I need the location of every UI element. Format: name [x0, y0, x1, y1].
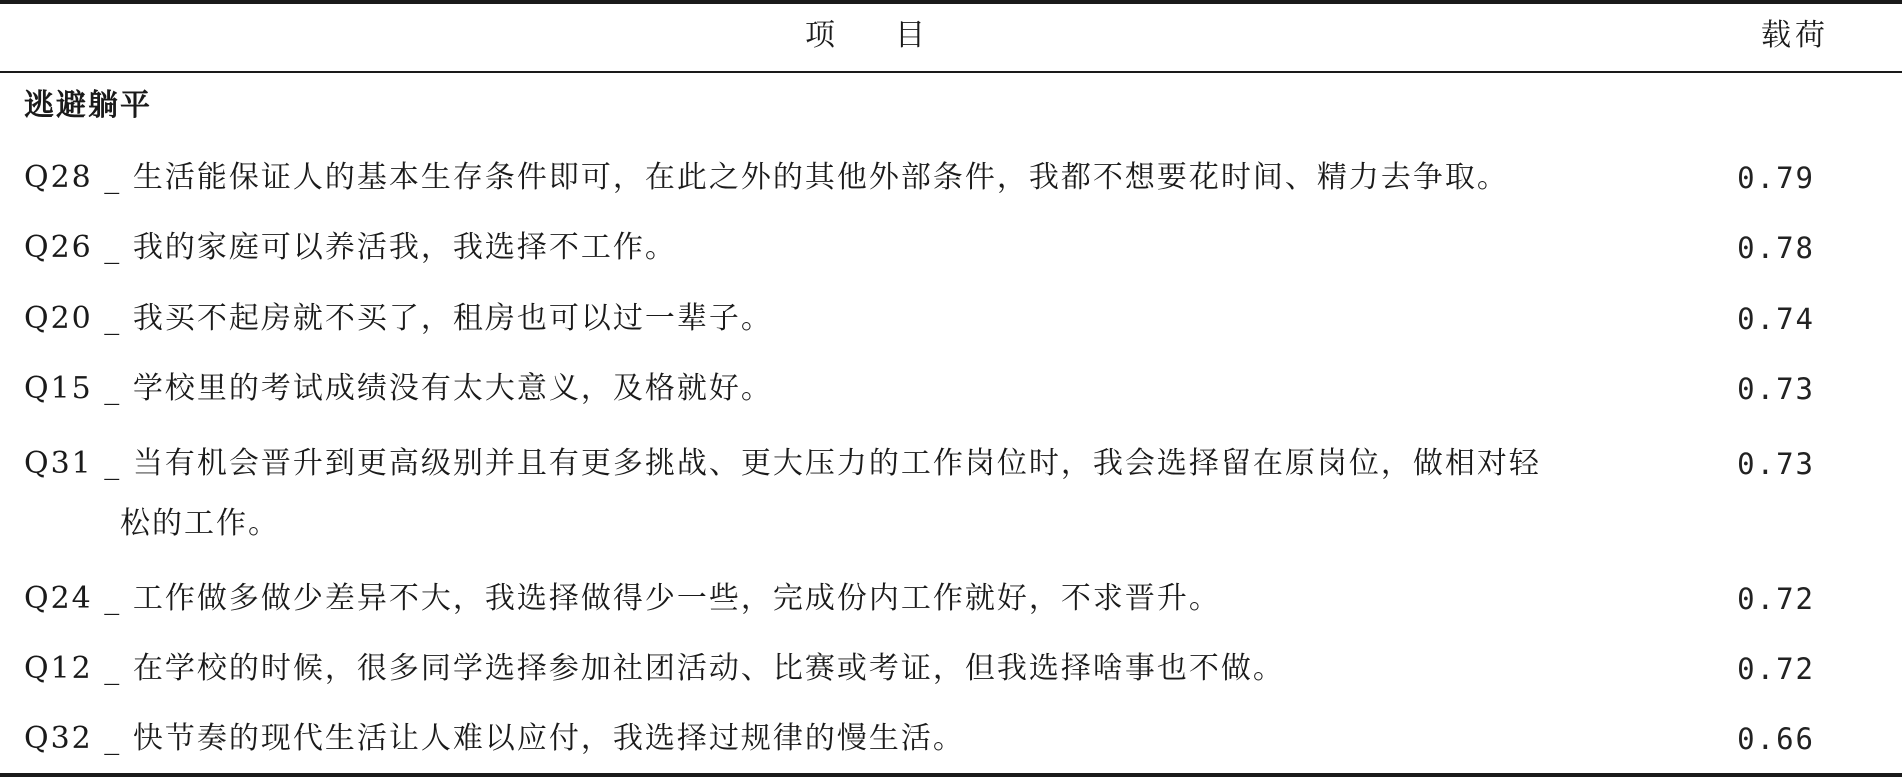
item-text: 当有机会晋升到更高级别并且有更多挑战、更大压力的工作岗位时，我会选择留在原岗位，做相对轻: [132, 446, 1541, 481]
item-load: 0.73: [1737, 447, 1815, 481]
table-bottom-rule: [0, 773, 1902, 777]
item-load: 0.78: [1737, 231, 1815, 265]
item-text: 学校里的考试成绩没有太大意义，及格就好。: [132, 371, 773, 406]
header-item-label: 项目: [805, 18, 985, 53]
table-top-rule: [0, 0, 1902, 4]
table-row: [24, 709, 1664, 769]
section-title: 逃避躺平: [24, 88, 152, 123]
item-text: 工作做多做少差异不大，我选择做得少一些，完成份内工作就好，不求晋升。: [132, 581, 1221, 616]
table-row: [24, 148, 1664, 208]
item-load: 0.72: [1737, 652, 1815, 686]
table-row: [24, 359, 1664, 419]
table-row: [24, 569, 1664, 629]
item-text: 在学校的时候，很多同学选择参加社团活动、比赛或考证，但我选择啥事也不做。: [132, 651, 1285, 686]
item-code: Q26 _: [24, 230, 133, 265]
item-code: Q31 _: [24, 446, 133, 481]
item-text: 我的家庭可以养活我，我选择不工作。: [132, 230, 677, 265]
table-row: [24, 289, 1664, 349]
item-code: Q12 _: [24, 651, 133, 686]
item-code: Q32 _: [24, 721, 133, 756]
item-load: 0.73: [1737, 372, 1815, 406]
item-load: 0.66: [1737, 722, 1815, 756]
item-text: 快节奏的现代生活让人难以应付，我选择过规律的慢生活。: [132, 721, 965, 756]
header-load-label: 载荷: [1761, 18, 1829, 53]
item-code: Q24 _: [24, 581, 133, 616]
item-code: Q28 _: [24, 160, 133, 195]
item-text: 我买不起房就不买了，租房也可以过一辈子。: [132, 301, 773, 336]
item-code: Q15 _: [24, 371, 133, 406]
table-row: [24, 639, 1664, 699]
table-row: [24, 434, 1664, 554]
item-load: 0.74: [1737, 302, 1815, 336]
table-header-rule: [0, 71, 1902, 73]
item-load: 0.72: [1737, 582, 1815, 616]
item-code: Q20 _: [24, 301, 133, 336]
table-row: [24, 218, 1664, 278]
item-text: 生活能保证人的基本生存条件即可，在此之外的其他外部条件，我都不想要花时间、精力去争取。: [132, 160, 1509, 195]
item-load: 0.79: [1737, 161, 1815, 195]
item-text-continuation: 松的工作。: [120, 506, 280, 541]
